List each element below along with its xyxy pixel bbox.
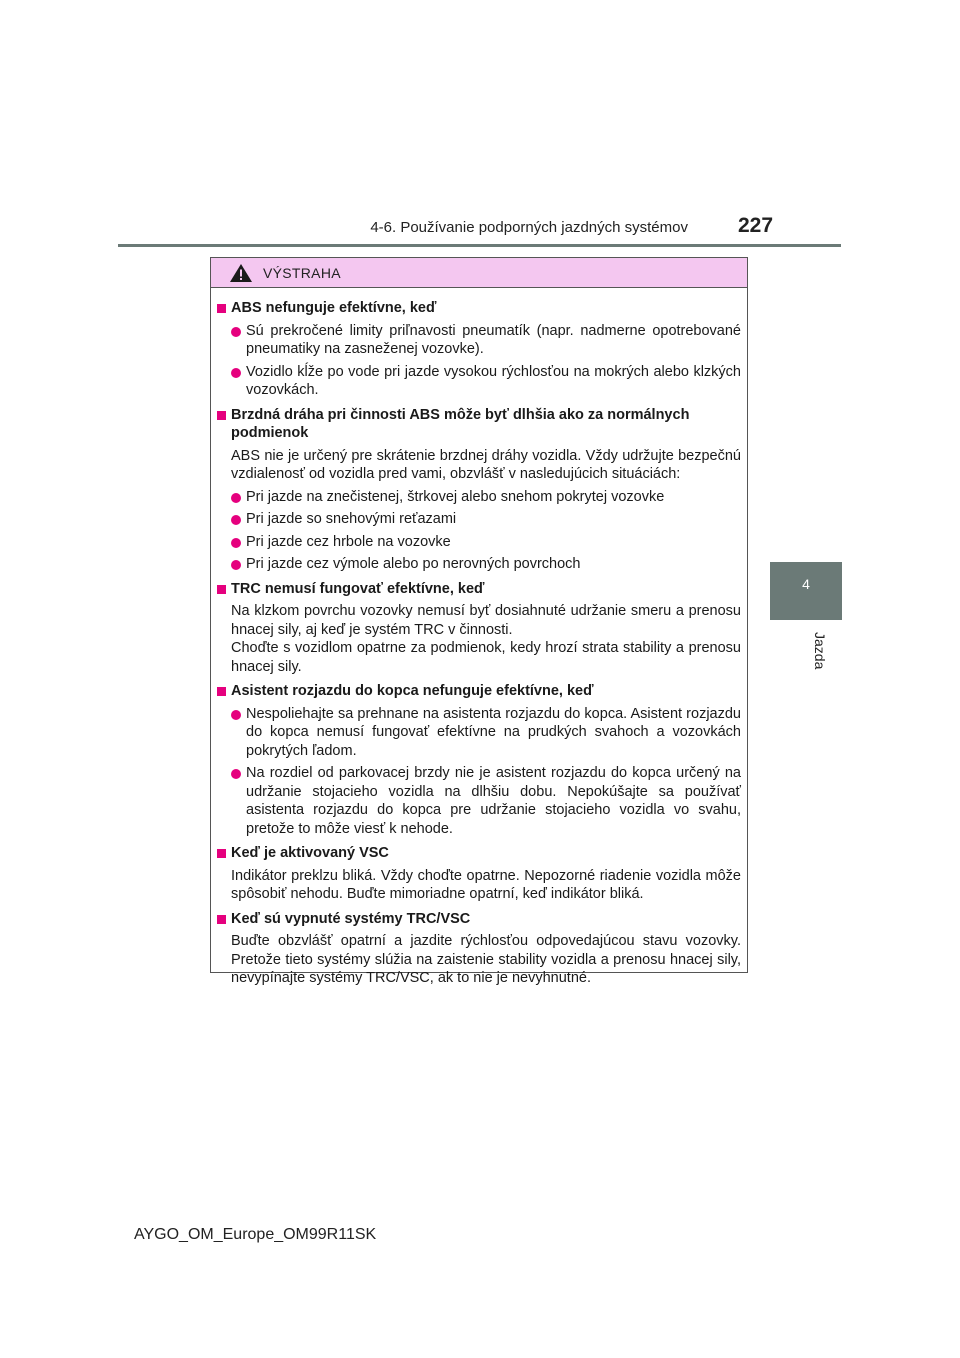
chapter-number: 4 [802, 576, 810, 592]
section-paragraph: Na klzkom povrchu vozovky nemusí byť dosiahnuté udržanie smeru a prenosu hnacej sily, aj keď je systém TRC v činnosti. Choďte s vozidlom opatrne za podmienok, kedy hrozí strata stability a prenosu hnacej sily. [231, 603, 741, 675]
warning-section [217, 910, 741, 988]
square-bullet-icon [217, 585, 226, 594]
circle-bullet-icon [231, 368, 241, 378]
section-heading: TRC nemusí fungovať efektívne, keď [217, 580, 741, 599]
list-item: Pri jazde so snehovými reťazami [217, 510, 741, 529]
circle-bullet-icon [231, 769, 241, 779]
list-item: Sú prekročené limity priľnavosti pneumatík (napr. nadmerne opotrebované pneumatiky na zasneženej vozovke). [217, 322, 741, 359]
square-bullet-icon [217, 411, 226, 420]
warning-box [210, 257, 748, 986]
section-heading: Asistent rozjazdu do kopca nefunguje efektívne, keď [217, 682, 741, 701]
warning-body [211, 288, 747, 988]
list-item: Pri jazde na znečistenej, štrkovej alebo snehom pokrytej vozovke [217, 488, 741, 507]
section-paragraph: ABS nie je určený pre skrátenie brzdnej dráhy vozidla. Vždy udržujte bezpečnú vzdialenosť od vozidla pred vami, obzvlášť v nasledujúcich situáciách: [231, 447, 741, 482]
circle-bullet-icon [231, 327, 241, 337]
warning-section [217, 299, 741, 400]
square-bullet-icon [217, 915, 226, 924]
circle-bullet-icon [231, 538, 241, 548]
section-title: 4-6. Používanie podporných jazdných systémov [370, 219, 688, 236]
square-bullet-icon [217, 687, 226, 696]
warning-triangle-icon [229, 263, 253, 283]
section-heading: Brzdná dráha pri činnosti ABS môže byť dlhšia ako za normálnych podmienok [217, 406, 741, 443]
warning-title: VÝSTRAHA [263, 264, 341, 281]
section-heading: Keď je aktivovaný VSC [217, 844, 741, 863]
list-item: Nespoliehajte sa prehnane na asistenta rozjazdu do kopca. Asistent rozjazdu do kopca nemusí fungovať efektívne na prudkých svahoch a vozovkách pokrytých ľadom. [217, 705, 741, 761]
section-paragraph: Buďte obzvlášť opatrní a jazdite rýchlosťou odpovedajúcou stavu vozovky. Pretože tieto systémy slúžia na zaistenie stability vozidla a prenosu hnacej sily, nevypínajte systémy TRC/VSC, ak to nie je nevyhnutné. [231, 933, 741, 986]
circle-bullet-icon [231, 710, 241, 720]
chapter-label: Jazda [812, 632, 828, 670]
section-heading: Keď sú vypnuté systémy TRC/VSC [217, 910, 741, 929]
square-bullet-icon [217, 304, 226, 313]
circle-bullet-icon [231, 560, 241, 570]
document-id: AYGO_OM_Europe_OM99R11SK [134, 1226, 377, 1243]
list-item: Pri jazde cez hrbole na vozovke [217, 533, 741, 552]
list-item: Vozidlo kĺže po vode pri jazde vysokou rýchlosťou na mokrých alebo klzkých vozovkách. [217, 363, 741, 400]
square-bullet-icon [217, 849, 226, 858]
page-number: 227 [738, 214, 774, 237]
section-paragraph: Indikátor preklzu bliká. Vždy choďte opatrne. Nepozorné riadenie vozidla môže spôsobiť nehodu. Buďte mimoriadne opatrní, keď indikátor bliká. [231, 867, 741, 902]
warning-header [211, 258, 747, 288]
section-heading: ABS nefunguje efektívne, keď [217, 299, 741, 318]
list-item: Pri jazde cez výmole alebo po nerovných povrchoch [217, 555, 741, 574]
circle-bullet-icon [231, 493, 241, 503]
warning-section [217, 580, 741, 677]
warning-section [217, 844, 741, 904]
header-divider [118, 244, 841, 247]
warning-section [217, 406, 741, 574]
circle-bullet-icon [231, 515, 241, 525]
warning-section [217, 682, 741, 838]
list-item: Na rozdiel od parkovacej brzdy nie je asistent rozjazdu do kopca určený na udržanie stojacieho vozidla na dlhšiu dobu. Nepokúšajte sa používať asistenta rozjazdu do kopca pre udržanie stojacieho vozidla vo svahu, pretože to môže viesť k nehode. [217, 764, 741, 838]
